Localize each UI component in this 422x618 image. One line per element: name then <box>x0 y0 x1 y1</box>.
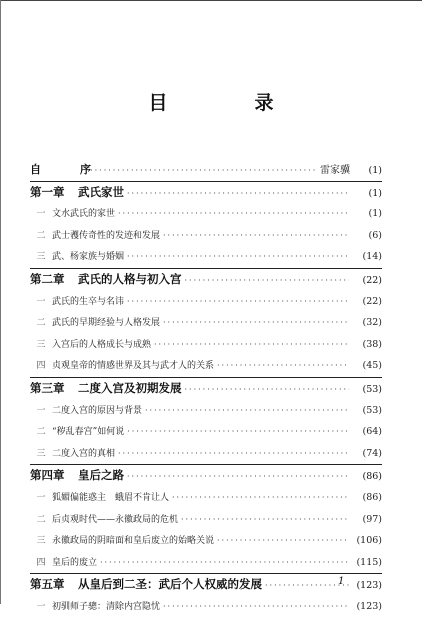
section-title: 武氏的生卒与名讳 <box>52 296 125 307</box>
section-title: 文水武氏的家世 <box>52 209 116 220</box>
section-title: 二度入宫的真相 <box>52 448 116 459</box>
toc-chapter-row[interactable] <box>30 182 382 204</box>
dot-leader <box>217 530 349 552</box>
page-ref: (115) <box>356 556 382 568</box>
section-number: 二 <box>36 318 46 329</box>
page-ref: (1) <box>368 165 382 176</box>
toc-section-row[interactable] <box>30 421 382 443</box>
dot-leader <box>127 421 349 443</box>
section-number: 二 <box>36 230 46 241</box>
section-title: 皇后的废立 <box>52 557 98 568</box>
toc-section-row[interactable] <box>30 291 382 313</box>
chapter-title: 从皇后到二圣：武后个人权威的发展 <box>78 577 262 592</box>
toc-chapter-row[interactable] <box>30 574 382 596</box>
page-ref: (123) <box>356 580 382 592</box>
toc-section-row[interactable] <box>30 530 382 552</box>
chapter-number: 第一章 <box>30 184 65 199</box>
chapter-title: 皇后之路 <box>78 468 124 483</box>
toc-section-row[interactable] <box>30 355 382 377</box>
chapter-number: 第三章 <box>30 380 65 395</box>
section-title: 后贞观时代——永徽政局的危机 <box>52 514 179 525</box>
page-ref: (86) <box>362 491 382 503</box>
page-ref: (53) <box>362 383 382 395</box>
toc-section-row[interactable] <box>30 509 382 531</box>
section-number: 一 <box>36 601 46 612</box>
section-title: 二度入宫的原因与背景 <box>52 405 143 416</box>
chapter-number: 第五章 <box>30 577 65 592</box>
section-number: 三 <box>36 252 46 263</box>
toc-section-row[interactable] <box>30 312 382 334</box>
section-number: 一 <box>36 209 46 220</box>
dot-leader <box>163 596 349 618</box>
preface-label: 自 序 <box>30 163 105 176</box>
page-ref: (38) <box>362 338 382 350</box>
dot-leader <box>154 334 349 356</box>
toc-section-row[interactable] <box>30 203 382 225</box>
page-ref: (86) <box>362 471 382 483</box>
chapter-number: 第二章 <box>30 271 65 286</box>
dot-leader <box>127 466 349 488</box>
section-number: 四 <box>36 361 46 372</box>
section-number: 四 <box>36 557 46 568</box>
preface-author: 雷家骥 <box>320 165 350 176</box>
dot-leader <box>118 443 349 465</box>
page-ref: (14) <box>362 251 382 263</box>
dot-leader <box>100 552 349 574</box>
section-number: 三 <box>36 339 46 350</box>
section-title: 狐媚偏能惑主 蛾眉不肯让人 <box>52 492 170 503</box>
page-ref: (1) <box>368 187 382 199</box>
page-ref: (22) <box>362 274 382 286</box>
toc-chapter-row[interactable] <box>30 378 382 400</box>
dot-leader <box>265 575 349 597</box>
page-ref: (32) <box>362 317 382 329</box>
page-ref: (123) <box>356 600 382 612</box>
section-number: 三 <box>36 448 46 459</box>
page-number: 1 <box>338 576 345 587</box>
page-ref: (53) <box>362 404 382 416</box>
dot-leader <box>127 291 349 313</box>
dot-leader <box>145 400 349 422</box>
table-of-contents <box>30 159 382 617</box>
dot-leader <box>163 312 349 334</box>
section-title: 武氏的早期经验与人格发展 <box>52 318 161 329</box>
toc-section-row[interactable] <box>30 443 382 465</box>
toc-chapter-row[interactable] <box>30 465 382 487</box>
page-ref: (106) <box>356 535 382 547</box>
toc-preface-row[interactable] <box>30 159 382 181</box>
page-ref: (6) <box>368 229 382 241</box>
section-title: 永徽政局的阴暗面和皇后废立的始略关说 <box>52 536 215 547</box>
section-number: 一 <box>36 492 46 503</box>
chapter-title: 武氏家世 <box>78 184 124 199</box>
toc-section-row[interactable] <box>30 487 382 509</box>
toc-section-row[interactable] <box>30 596 382 618</box>
page-ref: (45) <box>362 360 382 372</box>
section-number: 二 <box>36 427 46 438</box>
page-ref: (64) <box>362 426 382 438</box>
section-number: 一 <box>36 405 46 416</box>
page-title: 目 录 <box>148 92 308 114</box>
dot-leader <box>172 487 349 509</box>
dot-leader <box>163 225 349 247</box>
dot-leader <box>181 509 349 531</box>
section-number: 一 <box>36 296 46 307</box>
dot-leader <box>127 246 349 268</box>
dot-leader <box>118 203 349 225</box>
page-ref: (97) <box>362 513 382 525</box>
toc-section-row[interactable] <box>30 246 382 268</box>
toc-section-row[interactable] <box>30 552 382 574</box>
dot-leader <box>185 379 350 401</box>
chapter-title: 武氏的人格与初入宫 <box>78 271 182 286</box>
section-title: 武士彟传奇性的发迹和发展 <box>52 230 161 241</box>
page-border-top <box>0 0 422 1</box>
chapter-title: 二度入宫及初期发展 <box>78 380 182 395</box>
section-number: 三 <box>36 536 46 547</box>
toc-section-row[interactable] <box>30 334 382 356</box>
dot-leader <box>127 183 349 205</box>
page-ref: (1) <box>368 208 382 220</box>
toc-chapter-row[interactable] <box>30 269 382 291</box>
page-ref: (74) <box>362 447 382 459</box>
page-ref: (22) <box>362 295 382 307</box>
section-title: 入宫后的人格成长与成熟 <box>52 339 152 350</box>
dot-leader <box>217 355 349 377</box>
section-number: 二 <box>36 514 46 525</box>
dot-leader <box>185 270 350 292</box>
section-title: “秽乱春宫”如何说 <box>52 427 125 438</box>
section-title: 初驯师子骢：清除内宫隐忧 <box>52 601 161 612</box>
toc-section-row[interactable] <box>30 400 382 422</box>
chapter-number: 第四章 <box>30 468 65 483</box>
toc-section-row[interactable] <box>30 225 382 247</box>
dot-leader <box>81 160 317 182</box>
section-title: 武、杨家族与婚姻 <box>52 252 125 263</box>
section-title: 贞观皇帝的情感世界及其与武才人的关系 <box>52 361 215 372</box>
